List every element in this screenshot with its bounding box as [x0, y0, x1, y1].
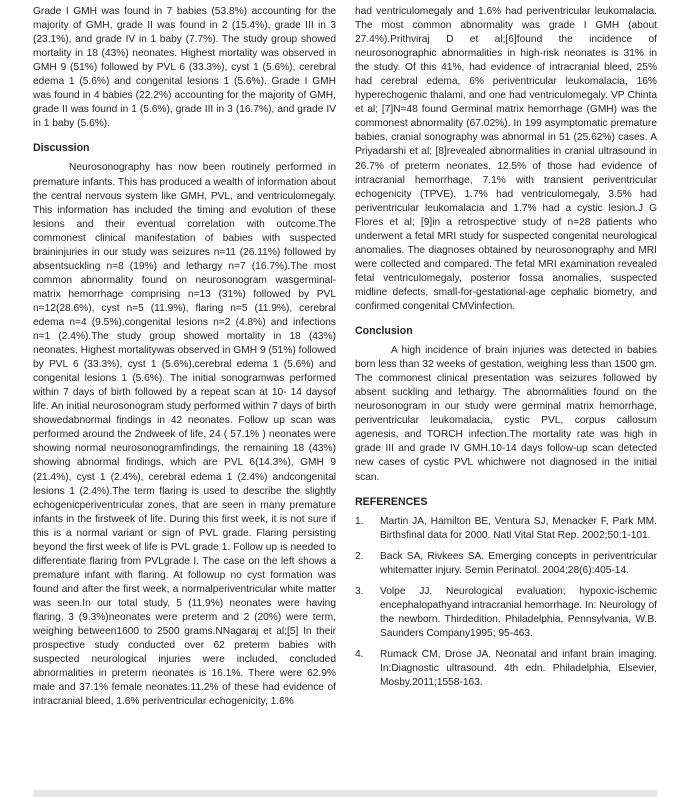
reference-number: 1. — [355, 515, 364, 527]
discussion-heading: Discussion — [33, 142, 90, 155]
conclusion-heading: Conclusion — [355, 325, 413, 338]
results-paragraph: Grade I GMH was found in 7 babies (53.8%) accounting for the majority of GMH, grade II was found in 2 (15.4%), grade III in 3 (23.1%), and grade IV in 1 baby (7.7%). The study group showed mortality in 18 (43%) neonates. Highest mortality was observed in GMH 9 (51%) followed by PVL 6 (33.3%), cyst 1 (5.6%), cerebral edema 1 (5.6%) and congenital lesions 1 (5.6%). Grade I GMH was found in 4 babies (22.2%) accounting for the majority of GMH, grade II was found in 1 (5.6%), grade III in 3 (16.7%), and grade IV in 1 baby (5.6%). — [33, 6, 336, 130]
reference-number: 4. — [355, 648, 364, 660]
reference-item — [355, 585, 657, 641]
reference-text: Martin JA, Hamilton BE, Ventura SJ, Menacker F, Park MM. Birthsfinal data for 2000. Natl Vital Stat Rep. 2002;50:1-101. — [380, 515, 657, 541]
reference-number: 2. — [355, 550, 364, 562]
references-heading: REFERENCES — [355, 495, 428, 508]
discussion-paragraph: Neurosonography has now been routinely performed in premature infants. This has produced a wealth of information about the central nervous system like GMH, PVL, and ventriculomegaly. This information has included the timing and evolution of these lesions and their eventual correlation with outcome.The commonest clinical manifestation of babies with suspected braininjuries in our study was seizures n=11 (26.11%) followed by absentsuckling n=8 (19%) and lethargy n=7 (16.7%).The most common abnormality found on neurosonogram wasgerminal- matrix hemorrhage comprising n=13 (31%) followed by PVL n=12(28.6%), cyst n=5 (11.9%), flaring n=5 (11.9%), cerebral edema n=4 (9.5%),congenital lesions n=2 (4.8%) and infections n=1 (2.4%).The study group showed mortality in 18 (43%) neonates. Highest mortalitywas observed in GMH 9 (51%) followed by PVL 6 (33.3%), cyst 1 (5.6%),cerebral edema 1 (5.6%) and congenital lesions 1 (5.6%). The initial sonogramwas performed within 7 days of birth followed by a repeat scan at 10- 14 daysof life. An initial neurosonogram study performed within 7 days of birth showedabnormal findings in 42 neonates. Follow up scan was performed around the 2ndweek of life, 24 ( 57.1% ) neonates were showing normal neurosonogramfindings, the remaining 18 (43%) showing abnormal findings, which are PVL 6(14.3%), GMH 9 (21.4%), cyst 1 (2.4%), cerebral edema 1 (2.4%) andcongenital lesions 1 (2.4%).The term flaring is used to describe the slightly echogenicperiventricular zones, that are seen in many premature infants in the firstweek of life. During this first week, it is not sure if this is a normal variant or sign of PVL grade. Flaring persisting beyond the first week of life is PVL grade 1. Follow up is needed to differentiate flaring from PVLgrade I. The case on the left shows a premature infant with flaring. At followup no cyst formation was found and after the first week, a normalperiventricular white matter was seen.In our total study, 5 (11.9%) neonates were having flaring, 3 (9.3%)neonates were preterm and 2 (20%) were term, weighing between1600 to 2500 grams.NNagaraj et al;[5] In their prospective study conducted over 62 preterm babies with suspected neurological injuries were included, concluded abnormalities in preterm neonates is 16.1%. There were 62.9% male and 37.1% female neonates.11.2% of these had evidence of intracranial bleed, 1.6% periventricular echogenicity, 1.6% — [33, 162, 336, 708]
reference-item — [355, 648, 657, 690]
page-footer-bar — [33, 790, 657, 797]
reference-text: Back SA, Rivkees SA. Emerging concepts in periventricular whitematter injury. Semin Perinatol. 2004;28(6):405-14. — [380, 550, 657, 576]
reference-item — [355, 550, 657, 578]
reference-list — [355, 515, 657, 691]
reference-number: 3. — [355, 585, 364, 597]
left-column — [33, 5, 336, 709]
discussion-continued-paragraph: had ventriculomegaly and 1.6% had periventricular leukomalacia. The most common abnormality was grade I GMH (about 27.4%).Prithviraj D et al;[6]found the incidence of neurosonographic abnormalities in high-risk neonates is 31% in the study. Of this 41%, had evidence of intracranial bleed, 25% had cerebral edema, 6% periventricular leukomalacia, 16% hyperechogenic thalami, and one had ventriculomegaly. VP Chinta et al; [7]N=48 found Germinal matrix hemorrhage (GMH) was the commonest abnormality (67.02%). In 199 asymptomatic premature babies, cranial sonography was abnormal in 51 (25.62%) cases. A Priyadarshi et al; [8]revealed abnormalities in cranial ultrasound in 26.7% of preterm neonates. 12.5% of those had evidence of intracranial hemorrhage, 7.1% with transient periventricular echogenicity (TPVE), 1.7% had ventriculomegaly, 3.5% had periventricular leukomalacia and 1.7% had a cystic lesion.J G Flores et al; [9]in a retrospective study of n=28 patients who underwent a fetal MRI study for suspected congenital neurological anomalies. The diagnoses obtained by neurosonography and MRI were collected and compared. The fetal MRI examination revealed fetal ventriculomegaly, posterior fossa anomalies, suspected midline defects, small-for-gestational-age cephalic biometry, and confirmed congenital CMVinfection. — [355, 6, 657, 312]
reference-item — [355, 515, 657, 543]
reference-text: Volpe JJ. Neurological evaluation; hypoxic-ischemic encephalopathyand intracranial hemorrhage. In: Neurology of the newborn. Thirdedition. Philadelphia, Pennsylvania, W.B. Saunders Company1995; 95-463. — [380, 585, 657, 639]
conclusion-paragraph: A high incidence of brain injuries was detected in babies born less than 32 weeks of gestation, weighing less than 1500 gm. The commonest clinical presentation was seizures followed by absent suckling and lethargy. The abnormalities found on the neurosonogram in our study were germinal matrix hemorrhage, periventricular leukomalacia, cystic PVL, corpus callosum agenesis, and TORCH infection.The mortality rate was high in grade III and grade IV GMH.10-14 days follow-up scan detected new cases of cystic PVL whichwere not diagnosed in the initial scan. — [355, 345, 657, 483]
right-column — [355, 5, 657, 697]
reference-text: Rumack CM, Drose JA. Neonatal and infant brain imaging. In:Diagnostic ultrasound. 4th edn. Philadelphia, Elsevier, Mosby.2011;1558-163. — [380, 648, 657, 689]
